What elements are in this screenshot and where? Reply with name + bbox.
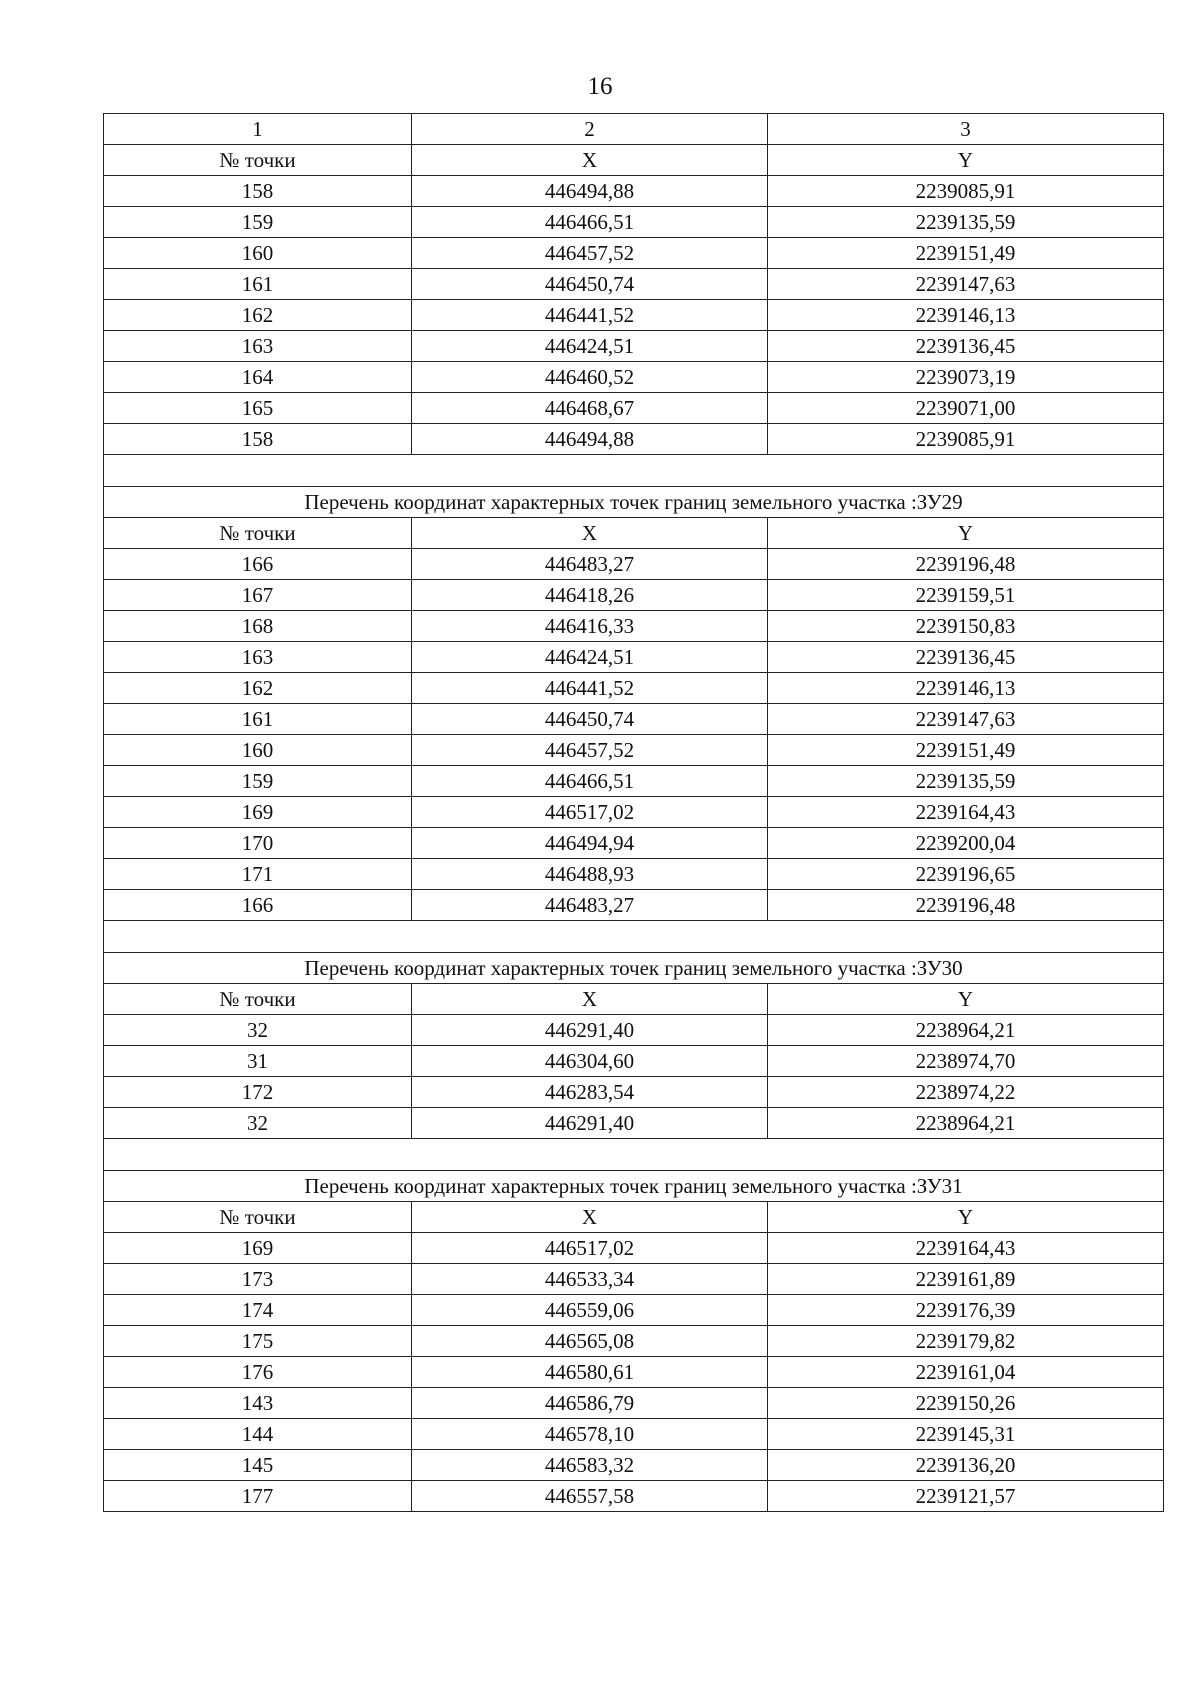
table-row xyxy=(104,1357,1164,1388)
y-coordinate-cell: 2239135,59 xyxy=(768,766,1164,797)
point-number-cell: 176 xyxy=(104,1357,412,1388)
point-number-cell: 160 xyxy=(104,238,412,269)
spacer-row xyxy=(104,921,1164,953)
point-number-cell: 162 xyxy=(104,300,412,331)
point-number-cell: 143 xyxy=(104,1388,412,1419)
point-number-cell: 158 xyxy=(104,424,412,455)
point-number-cell: 163 xyxy=(104,642,412,673)
point-number-cell: 161 xyxy=(104,269,412,300)
x-coordinate-cell: 446559,06 xyxy=(412,1295,768,1326)
x-coordinate-cell: 446565,08 xyxy=(412,1326,768,1357)
x-coordinate-cell: 446450,74 xyxy=(412,269,768,300)
column-number: 1 xyxy=(104,114,412,145)
x-coordinate-cell: 446291,40 xyxy=(412,1015,768,1046)
point-number-cell: 168 xyxy=(104,611,412,642)
column-number: 3 xyxy=(768,114,1164,145)
table-row xyxy=(104,424,1164,455)
point-number-cell: 175 xyxy=(104,1326,412,1357)
point-number-cell: 32 xyxy=(104,1015,412,1046)
table-row xyxy=(104,766,1164,797)
y-coordinate-cell: 2239146,13 xyxy=(768,673,1164,704)
header-x: X xyxy=(412,145,768,176)
y-coordinate-cell: 2239145,31 xyxy=(768,1419,1164,1450)
point-number-cell: 171 xyxy=(104,859,412,890)
y-coordinate-cell: 2239196,48 xyxy=(768,890,1164,921)
y-coordinate-cell: 2239085,91 xyxy=(768,176,1164,207)
table-row xyxy=(104,362,1164,393)
point-number-cell: 160 xyxy=(104,735,412,766)
table-row xyxy=(104,238,1164,269)
y-coordinate-cell: 2239136,45 xyxy=(768,331,1164,362)
page-number: 16 xyxy=(587,73,613,100)
y-coordinate-cell: 2239073,19 xyxy=(768,362,1164,393)
table-row xyxy=(104,1046,1164,1077)
header-x: X xyxy=(412,518,768,549)
header-row xyxy=(104,518,1164,549)
y-coordinate-cell: 2239135,59 xyxy=(768,207,1164,238)
column-number-row xyxy=(104,114,1164,145)
header-x: X xyxy=(412,984,768,1015)
section-title: Перечень координат характерных точек границ земельного участка :ЗУ29 xyxy=(104,487,1164,518)
x-coordinate-cell: 446494,94 xyxy=(412,828,768,859)
point-number-cell: 174 xyxy=(104,1295,412,1326)
y-coordinate-cell: 2239179,82 xyxy=(768,1326,1164,1357)
point-number-cell: 173 xyxy=(104,1264,412,1295)
table-row xyxy=(104,207,1164,238)
section-title: Перечень координат характерных точек границ земельного участка :ЗУ30 xyxy=(104,953,1164,984)
table-row xyxy=(104,859,1164,890)
x-coordinate-cell: 446517,02 xyxy=(412,1233,768,1264)
point-number-cell: 165 xyxy=(104,393,412,424)
point-number-cell: 162 xyxy=(104,673,412,704)
column-number: 2 xyxy=(412,114,768,145)
x-coordinate-cell: 446483,27 xyxy=(412,890,768,921)
y-coordinate-cell: 2239150,83 xyxy=(768,611,1164,642)
x-coordinate-cell: 446291,40 xyxy=(412,1108,768,1139)
y-coordinate-cell: 2238964,21 xyxy=(768,1015,1164,1046)
header-y: Y xyxy=(768,145,1164,176)
x-coordinate-cell: 446416,33 xyxy=(412,611,768,642)
point-number-cell: 164 xyxy=(104,362,412,393)
x-coordinate-cell: 446488,93 xyxy=(412,859,768,890)
section-title: Перечень координат характерных точек границ земельного участка :ЗУ31 xyxy=(104,1171,1164,1202)
x-coordinate-cell: 446441,52 xyxy=(412,673,768,704)
spacer-cell xyxy=(104,455,1164,487)
header-point: № точки xyxy=(104,984,412,1015)
point-number-cell: 145 xyxy=(104,1450,412,1481)
table-row xyxy=(104,890,1164,921)
header-x: X xyxy=(412,1202,768,1233)
table-row xyxy=(104,549,1164,580)
y-coordinate-cell: 2239146,13 xyxy=(768,300,1164,331)
coordinates-table xyxy=(103,113,1164,1512)
point-number-cell: 166 xyxy=(104,549,412,580)
point-number-cell: 163 xyxy=(104,331,412,362)
y-coordinate-cell: 2239147,63 xyxy=(768,704,1164,735)
x-coordinate-cell: 446583,32 xyxy=(412,1450,768,1481)
header-row xyxy=(104,145,1164,176)
y-coordinate-cell: 2239161,89 xyxy=(768,1264,1164,1295)
x-coordinate-cell: 446494,88 xyxy=(412,424,768,455)
table-row xyxy=(104,1326,1164,1357)
table-row xyxy=(104,393,1164,424)
header-point: № точки xyxy=(104,145,412,176)
y-coordinate-cell: 2239147,63 xyxy=(768,269,1164,300)
x-coordinate-cell: 446283,54 xyxy=(412,1077,768,1108)
header-y: Y xyxy=(768,518,1164,549)
table-row xyxy=(104,580,1164,611)
header-row xyxy=(104,1202,1164,1233)
y-coordinate-cell: 2238964,21 xyxy=(768,1108,1164,1139)
y-coordinate-cell: 2239151,49 xyxy=(768,238,1164,269)
point-number-cell: 166 xyxy=(104,890,412,921)
table-row xyxy=(104,331,1164,362)
header-y: Y xyxy=(768,984,1164,1015)
table-row xyxy=(104,1108,1164,1139)
x-coordinate-cell: 446580,61 xyxy=(412,1357,768,1388)
point-number-cell: 172 xyxy=(104,1077,412,1108)
point-number-cell: 170 xyxy=(104,828,412,859)
point-number-cell: 144 xyxy=(104,1419,412,1450)
table-row xyxy=(104,828,1164,859)
x-coordinate-cell: 446557,58 xyxy=(412,1481,768,1512)
y-coordinate-cell: 2238974,70 xyxy=(768,1046,1164,1077)
header-point: № точки xyxy=(104,518,412,549)
y-coordinate-cell: 2239200,04 xyxy=(768,828,1164,859)
y-coordinate-cell: 2239196,48 xyxy=(768,549,1164,580)
coordinates-table-body xyxy=(104,114,1164,1512)
y-coordinate-cell: 2239121,57 xyxy=(768,1481,1164,1512)
table-row xyxy=(104,1481,1164,1512)
y-coordinate-cell: 2239151,49 xyxy=(768,735,1164,766)
table-row xyxy=(104,269,1164,300)
spacer-row xyxy=(104,455,1164,487)
x-coordinate-cell: 446494,88 xyxy=(412,176,768,207)
x-coordinate-cell: 446466,51 xyxy=(412,207,768,238)
x-coordinate-cell: 446517,02 xyxy=(412,797,768,828)
table-row xyxy=(104,735,1164,766)
y-coordinate-cell: 2239164,43 xyxy=(768,1233,1164,1264)
table-row xyxy=(104,797,1164,828)
y-coordinate-cell: 2239176,39 xyxy=(768,1295,1164,1326)
y-coordinate-cell: 2239085,91 xyxy=(768,424,1164,455)
header-point: № точки xyxy=(104,1202,412,1233)
x-coordinate-cell: 446418,26 xyxy=(412,580,768,611)
table-row xyxy=(104,176,1164,207)
table-row xyxy=(104,642,1164,673)
y-coordinate-cell: 2239159,51 xyxy=(768,580,1164,611)
y-coordinate-cell: 2239136,45 xyxy=(768,642,1164,673)
x-coordinate-cell: 446457,52 xyxy=(412,735,768,766)
y-coordinate-cell: 2239071,00 xyxy=(768,393,1164,424)
table-row xyxy=(104,1264,1164,1295)
y-coordinate-cell: 2239150,26 xyxy=(768,1388,1164,1419)
x-coordinate-cell: 446466,51 xyxy=(412,766,768,797)
y-coordinate-cell: 2239164,43 xyxy=(768,797,1164,828)
y-coordinate-cell: 2239161,04 xyxy=(768,1357,1164,1388)
table-row xyxy=(104,1295,1164,1326)
x-coordinate-cell: 446578,10 xyxy=(412,1419,768,1450)
x-coordinate-cell: 446468,67 xyxy=(412,393,768,424)
section-title-row xyxy=(104,1171,1164,1202)
section-title-row xyxy=(104,487,1164,518)
header-y: Y xyxy=(768,1202,1164,1233)
x-coordinate-cell: 446460,52 xyxy=(412,362,768,393)
x-coordinate-cell: 446441,52 xyxy=(412,300,768,331)
spacer-cell xyxy=(104,921,1164,953)
point-number-cell: 169 xyxy=(104,1233,412,1264)
point-number-cell: 169 xyxy=(104,797,412,828)
x-coordinate-cell: 446424,51 xyxy=(412,642,768,673)
point-number-cell: 161 xyxy=(104,704,412,735)
table-row xyxy=(104,1450,1164,1481)
point-number-cell: 32 xyxy=(104,1108,412,1139)
spacer-row xyxy=(104,1139,1164,1171)
point-number-cell: 159 xyxy=(104,207,412,238)
x-coordinate-cell: 446483,27 xyxy=(412,549,768,580)
table-row xyxy=(104,1015,1164,1046)
x-coordinate-cell: 446586,79 xyxy=(412,1388,768,1419)
table-row xyxy=(104,611,1164,642)
header-row xyxy=(104,984,1164,1015)
y-coordinate-cell: 2239196,65 xyxy=(768,859,1164,890)
point-number-cell: 31 xyxy=(104,1046,412,1077)
x-coordinate-cell: 446450,74 xyxy=(412,704,768,735)
point-number-cell: 159 xyxy=(104,766,412,797)
y-coordinate-cell: 2238974,22 xyxy=(768,1077,1164,1108)
x-coordinate-cell: 446304,60 xyxy=(412,1046,768,1077)
point-number-cell: 177 xyxy=(104,1481,412,1512)
point-number-cell: 167 xyxy=(104,580,412,611)
table-row xyxy=(104,1388,1164,1419)
section-title-row xyxy=(104,953,1164,984)
table-row xyxy=(104,1419,1164,1450)
point-number-cell: 158 xyxy=(104,176,412,207)
x-coordinate-cell: 446424,51 xyxy=(412,331,768,362)
x-coordinate-cell: 446457,52 xyxy=(412,238,768,269)
table-row xyxy=(104,704,1164,735)
table-row xyxy=(104,673,1164,704)
spacer-cell xyxy=(104,1139,1164,1171)
x-coordinate-cell: 446533,34 xyxy=(412,1264,768,1295)
y-coordinate-cell: 2239136,20 xyxy=(768,1450,1164,1481)
table-row xyxy=(104,1077,1164,1108)
table-row xyxy=(104,1233,1164,1264)
table-row xyxy=(104,300,1164,331)
